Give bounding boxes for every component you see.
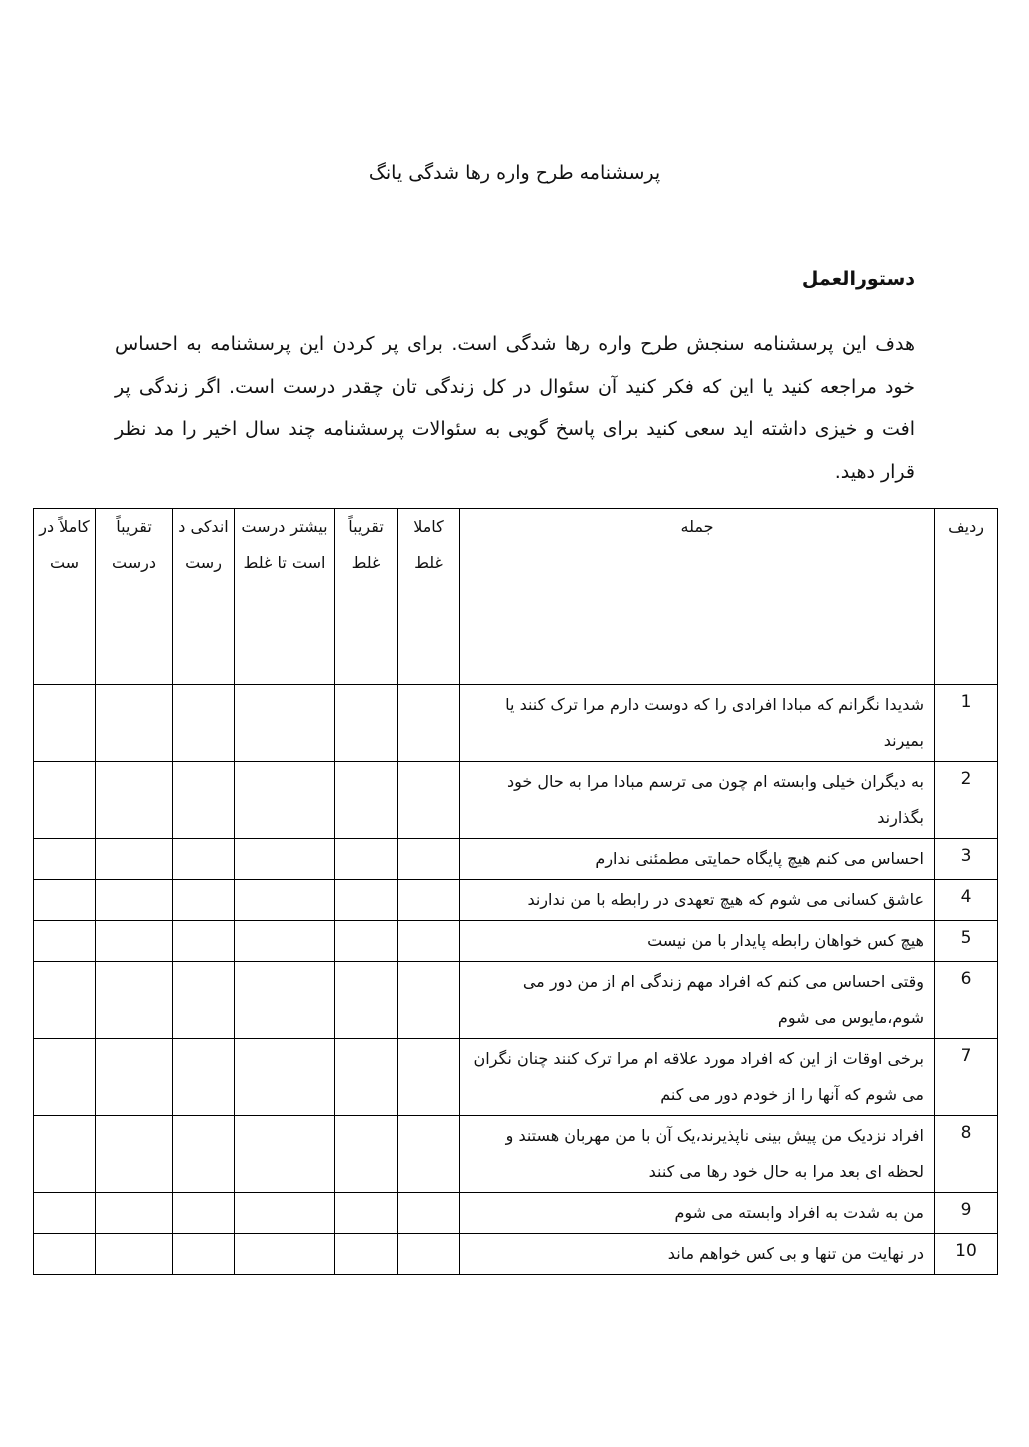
answer-cell-more-true-than-false[interactable] (235, 921, 335, 962)
answer-cell-completely-false[interactable] (398, 685, 460, 762)
answer-cell-slightly-true[interactable] (173, 1116, 235, 1193)
table-row (34, 839, 998, 880)
header-mostly-false: تقریباً غلط (335, 509, 398, 685)
answer-cell-mostly-true[interactable] (96, 962, 173, 1039)
questionnaire-table (33, 508, 998, 1275)
row-number: 6 (935, 962, 998, 1039)
header-completely-false: کاملا غلط (398, 509, 460, 685)
answer-cell-more-true-than-false[interactable] (235, 962, 335, 1039)
row-number: 3 (935, 839, 998, 880)
answer-cell-completely-true[interactable] (34, 762, 96, 839)
instructions-heading: دستورالعمل (801, 268, 915, 290)
row-number: 7 (935, 1039, 998, 1116)
row-number: 5 (935, 921, 998, 962)
answer-cell-completely-false[interactable] (398, 1116, 460, 1193)
header-more-true-than-false: بیشتر درست است تا غلط (235, 509, 335, 685)
row-statement: احساس می کنم هیچ پایگاه حمایتی مطمئنی ندارم (460, 839, 935, 880)
table-row (34, 1193, 998, 1234)
answer-cell-more-true-than-false[interactable] (235, 1234, 335, 1275)
table-row (34, 962, 998, 1039)
header-mostly-true: تقریباً درست (96, 509, 173, 685)
table-row (34, 880, 998, 921)
answer-cell-completely-false[interactable] (398, 1039, 460, 1116)
answer-cell-mostly-true[interactable] (96, 1234, 173, 1275)
answer-cell-completely-true[interactable] (34, 1039, 96, 1116)
table-row (34, 685, 998, 762)
answer-cell-completely-false[interactable] (398, 1193, 460, 1234)
answer-cell-slightly-true[interactable] (173, 921, 235, 962)
document-title: پرسشنامه طرح واره رها شدگی یانگ (368, 162, 661, 184)
answer-cell-mostly-true[interactable] (96, 762, 173, 839)
answer-cell-more-true-than-false[interactable] (235, 1039, 335, 1116)
answer-cell-mostly-true[interactable] (96, 685, 173, 762)
answer-cell-completely-true[interactable] (34, 921, 96, 962)
answer-cell-slightly-true[interactable] (173, 1193, 235, 1234)
table-row (34, 1234, 998, 1275)
row-statement: شدیدا نگرانم که مبادا افرادی را که دوست دارم مرا ترک کنند یا بمیرند (460, 685, 935, 762)
row-number: 1 (935, 685, 998, 762)
answer-cell-more-true-than-false[interactable] (235, 1193, 335, 1234)
answer-cell-completely-true[interactable] (34, 1193, 96, 1234)
answer-cell-mostly-false[interactable] (335, 1116, 398, 1193)
answer-cell-more-true-than-false[interactable] (235, 839, 335, 880)
header-row-number: ردیف (935, 509, 998, 685)
answer-cell-completely-false[interactable] (398, 962, 460, 1039)
instructions-paragraph: هدف این پرسشنامه سنجش طرح واره رها شدگی است. برای پر کردن این پرسشنامه به احساس خود مراجعه کنید یا این که فکر کنید آن سئوال در کل زندگی تان چقدر درست است. اگر زندگی پر افت و خیزی داشته اید سعی کنید برای پاسخ گویی به سئوالات پرسشنامه چند سال اخیر را مد نظر قرار دهید. (115, 333, 915, 483)
answer-cell-mostly-true[interactable] (96, 1039, 173, 1116)
answer-cell-completely-false[interactable] (398, 921, 460, 962)
answer-cell-mostly-true[interactable] (96, 1193, 173, 1234)
row-statement: من به شدت به افراد وابسته می شوم (460, 1193, 935, 1234)
answer-cell-mostly-false[interactable] (335, 1039, 398, 1116)
answer-cell-mostly-false[interactable] (335, 921, 398, 962)
row-number: 9 (935, 1193, 998, 1234)
row-number: 2 (935, 762, 998, 839)
answer-cell-slightly-true[interactable] (173, 685, 235, 762)
table-row (34, 921, 998, 962)
table-row (34, 1039, 998, 1116)
table-header-row (34, 509, 998, 685)
row-statement: افراد نزدیک من پیش بینی ناپذیرند،یک آن با من مهربان هستند و لحظه ای بعد مرا به حال خود رها می کنند (460, 1116, 935, 1193)
table-row (34, 1116, 998, 1193)
answer-cell-mostly-false[interactable] (335, 762, 398, 839)
answer-cell-mostly-true[interactable] (96, 921, 173, 962)
answer-cell-completely-false[interactable] (398, 880, 460, 921)
row-statement: برخی اوقات از این که افراد مورد علاقه ام مرا ترک کنند چنان نگران می شوم که آنها را از خودم دور می کنم (460, 1039, 935, 1116)
answer-cell-completely-true[interactable] (34, 1116, 96, 1193)
answer-cell-mostly-false[interactable] (335, 962, 398, 1039)
row-statement: وقتی احساس می کنم که افراد مهم زندگی ام از من دور می شوم،مایوس می شوم (460, 962, 935, 1039)
answer-cell-more-true-than-false[interactable] (235, 762, 335, 839)
answer-cell-slightly-true[interactable] (173, 880, 235, 921)
answer-cell-mostly-false[interactable] (335, 685, 398, 762)
answer-cell-mostly-false[interactable] (335, 1234, 398, 1275)
answer-cell-slightly-true[interactable] (173, 839, 235, 880)
header-slightly-true: اندکی درست (173, 509, 235, 685)
header-completely-true: کاملاً درست (34, 509, 96, 685)
answer-cell-mostly-false[interactable] (335, 880, 398, 921)
row-number: 8 (935, 1116, 998, 1193)
answer-cell-mostly-true[interactable] (96, 880, 173, 921)
answer-cell-completely-false[interactable] (398, 1234, 460, 1275)
row-statement: در نهایت من تنها و بی کس خواهم ماند (460, 1234, 935, 1275)
answer-cell-slightly-true[interactable] (173, 1039, 235, 1116)
answer-cell-completely-true[interactable] (34, 1234, 96, 1275)
answer-cell-completely-true[interactable] (34, 839, 96, 880)
answer-cell-mostly-false[interactable] (335, 1193, 398, 1234)
row-statement: به دیگران خیلی وابسته ام چون می ترسم مبادا مرا به حال خود بگذارند (460, 762, 935, 839)
answer-cell-more-true-than-false[interactable] (235, 880, 335, 921)
answer-cell-more-true-than-false[interactable] (235, 1116, 335, 1193)
answer-cell-mostly-false[interactable] (335, 839, 398, 880)
row-statement: هیچ کس خواهان رابطه پایدار با من نیست (460, 921, 935, 962)
answer-cell-completely-false[interactable] (398, 762, 460, 839)
answer-cell-completely-true[interactable] (34, 685, 96, 762)
answer-cell-completely-true[interactable] (34, 962, 96, 1039)
answer-cell-completely-true[interactable] (34, 880, 96, 921)
table-row (34, 762, 998, 839)
answer-cell-slightly-true[interactable] (173, 962, 235, 1039)
answer-cell-mostly-true[interactable] (96, 1116, 173, 1193)
row-number: 4 (935, 880, 998, 921)
row-number: 10 (935, 1234, 998, 1275)
row-statement: عاشق کسانی می شوم که هیچ تعهدی در رابطه با من ندارند (460, 880, 935, 921)
header-statement: جمله (460, 509, 935, 685)
answer-cell-more-true-than-false[interactable] (235, 685, 335, 762)
answer-cell-slightly-true[interactable] (173, 1234, 235, 1275)
answer-cell-completely-false[interactable] (398, 839, 460, 880)
answer-cell-mostly-true[interactable] (96, 839, 173, 880)
answer-cell-slightly-true[interactable] (173, 762, 235, 839)
